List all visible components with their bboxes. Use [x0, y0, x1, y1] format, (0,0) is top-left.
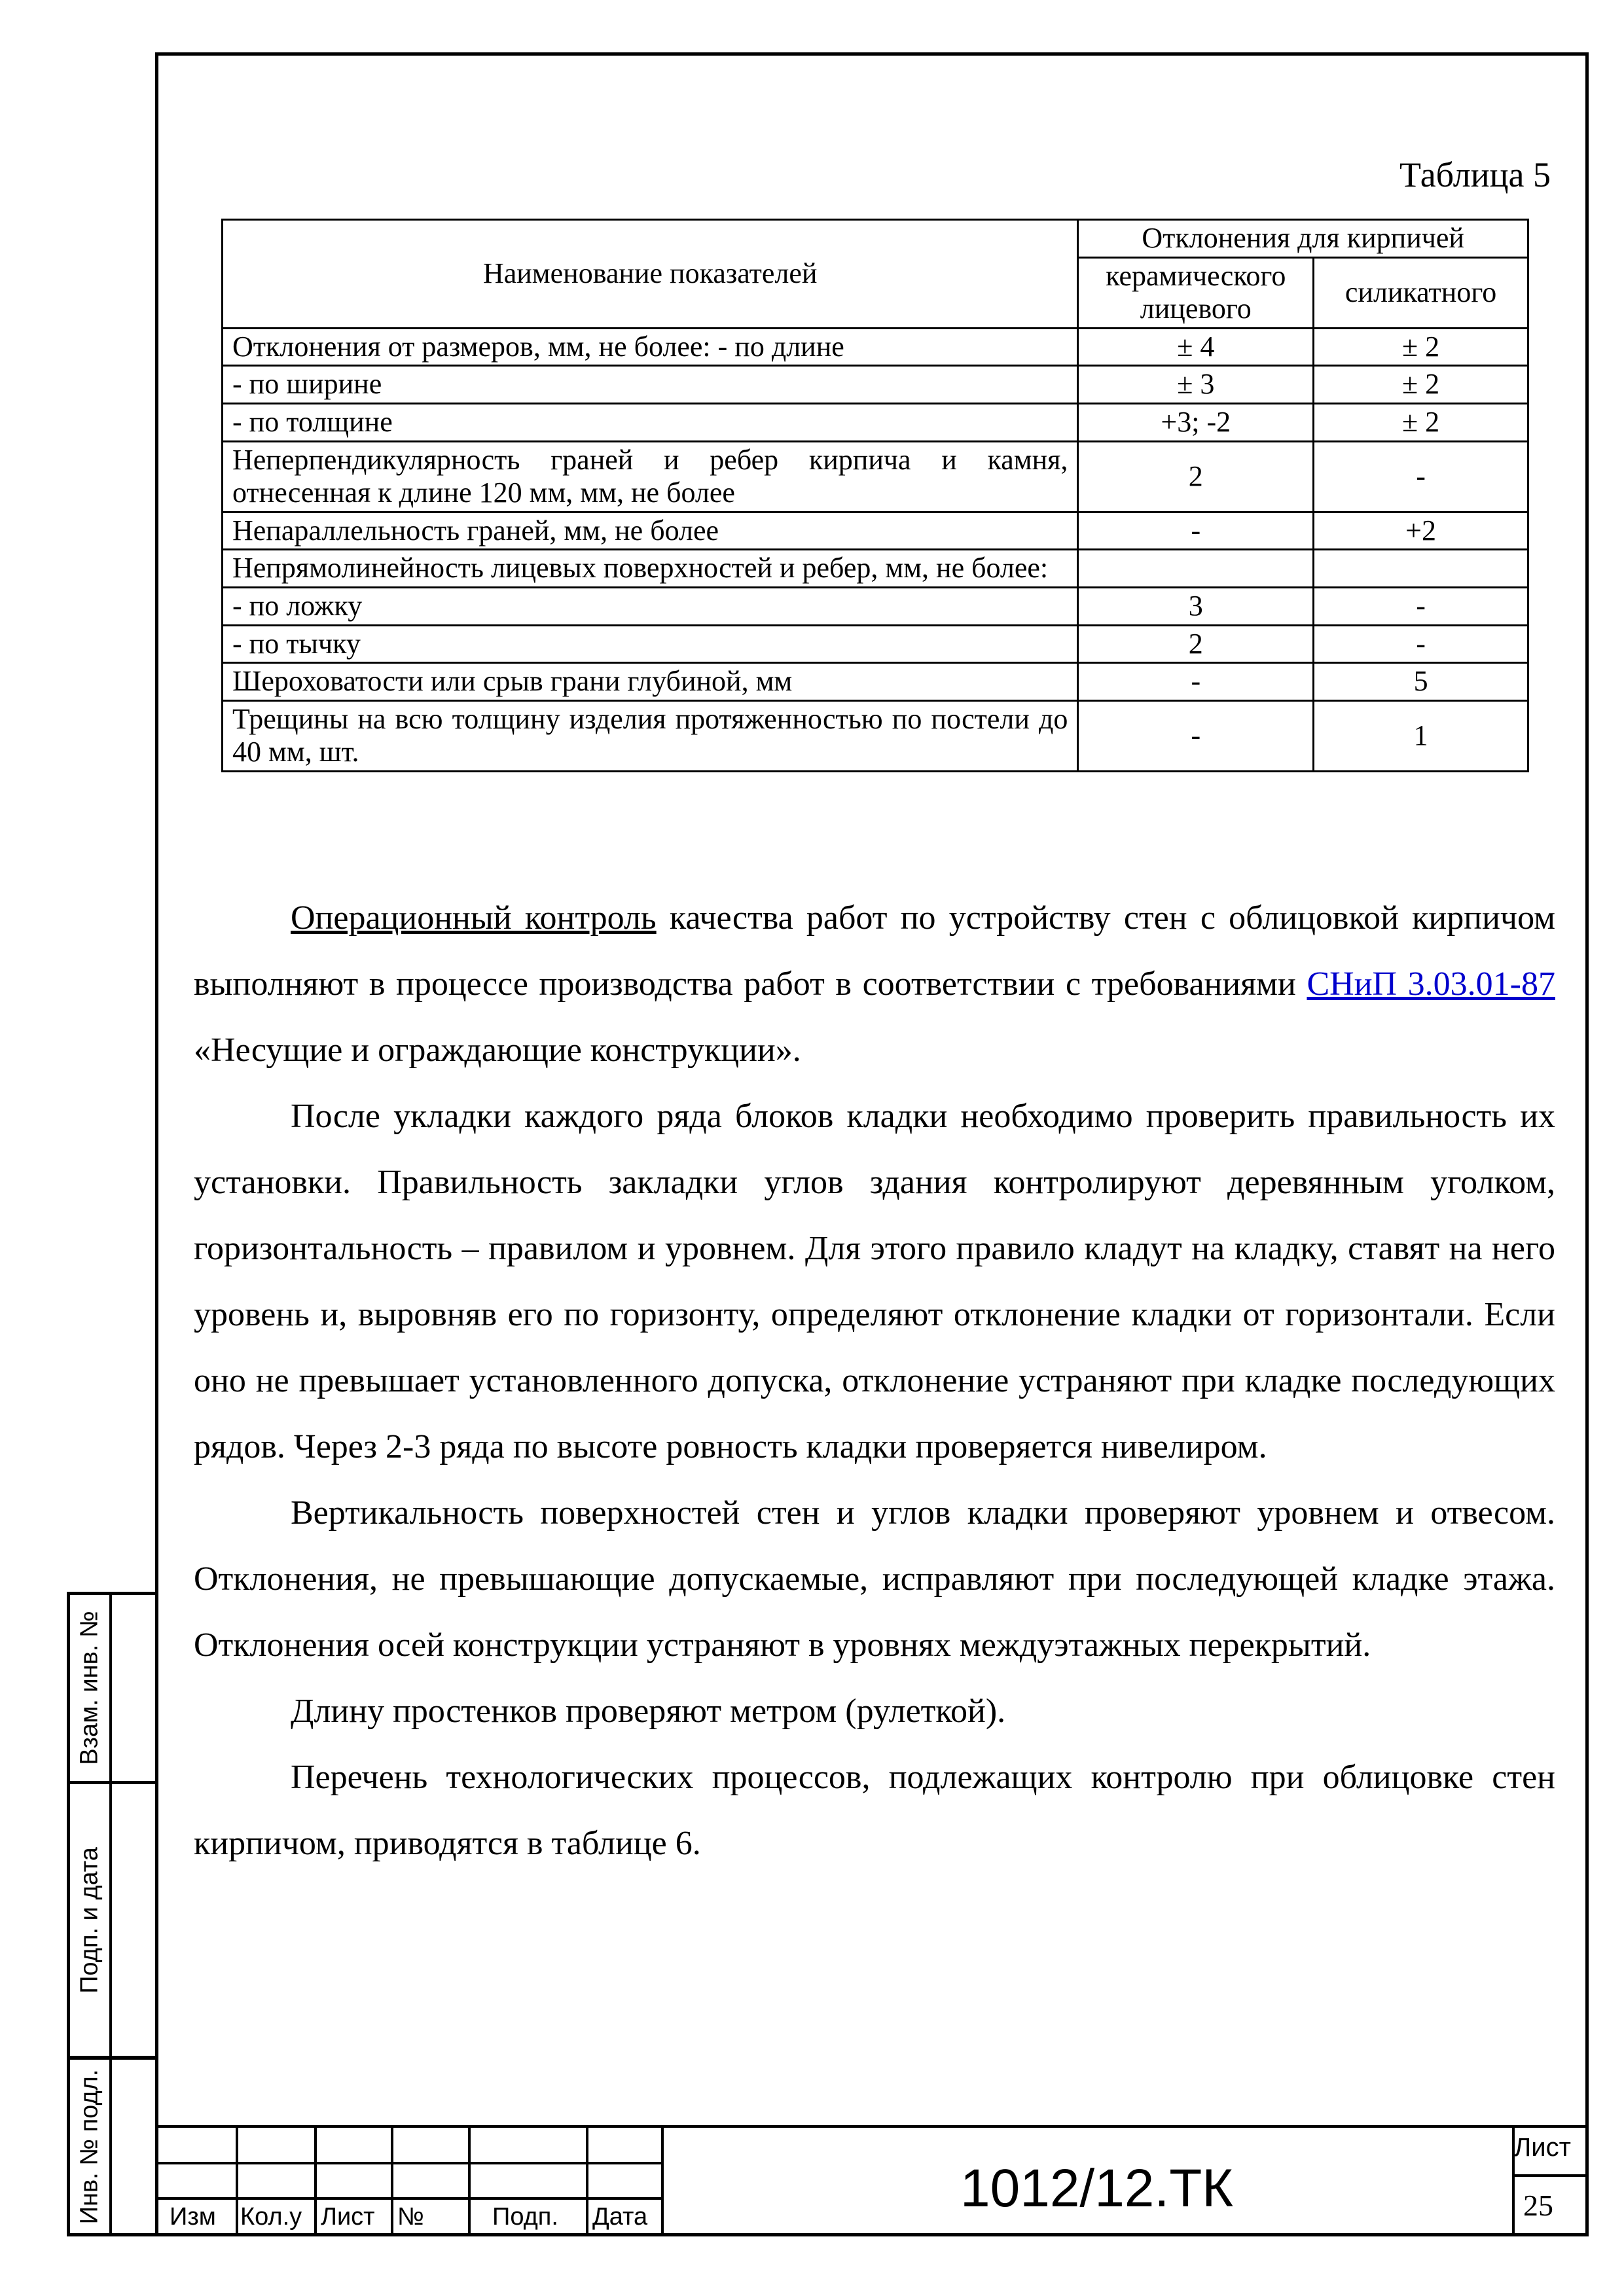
side-box-podp [67, 1784, 155, 2059]
table-row [223, 663, 1528, 701]
row-silicate: - [1314, 441, 1528, 512]
body-text [194, 885, 1555, 1876]
row-ceramic [1078, 550, 1314, 588]
row-name: Непараллельность граней, мм, не более [223, 512, 1078, 550]
stamp-col-list: Лист [321, 2203, 375, 2231]
paragraph: Длину простенков проверяют метром (рулеткой). [291, 1693, 1006, 1730]
row-silicate: 1 [1314, 700, 1528, 771]
side-label-inv: Инв. № подл. [75, 2069, 103, 2224]
table-row [223, 366, 1528, 404]
paragraph: После укладки каждого ряда блоков кладки необходимо проверить правильность их установки. Правильность закладки углов здания контролируют деревянным уголком, горизонтальность – правилом и уровнем. Для этого правило кладут на кладку, ставят на него уровень и, выровняв его по горизонту, определяют отклонение кладки от горизонтали. Если оно не превышает установленного допуска, отклонение устраняют при кладке последующих рядов. Через 2-3 ряда по высоте ровность кладки проверяется нивелиром. [194, 1098, 1555, 1465]
row-name: Неперпендикулярность граней и ребер кирпича и камня, отнесенная к длине 120 мм, мм, не более [223, 441, 1078, 512]
side-box-inv [67, 2056, 155, 2236]
row-silicate: - [1314, 625, 1528, 663]
title-block [155, 2125, 1589, 2236]
paragraph: Перечень технологических процессов, подлежащих контролю при облицовке стен кирпичом, приводятся в таблице 6. [194, 1759, 1555, 1862]
row-name: - по тычку [223, 625, 1078, 663]
side-label-podp: Подп. и дата [75, 1846, 103, 1994]
stamp-col-izm: Изм [170, 2203, 216, 2231]
row-silicate: ± 2 [1314, 366, 1528, 404]
row-ceramic: - [1078, 512, 1314, 550]
row-name: - по ширине [223, 366, 1078, 404]
row-ceramic: 2 [1078, 441, 1314, 512]
side-label-vzam: Взам. инв. № [75, 1611, 103, 1765]
row-ceramic: - [1078, 700, 1314, 771]
row-ceramic: 2 [1078, 625, 1314, 663]
stamp-col-kolu: Кол.у [240, 2203, 302, 2231]
header-name: Наименование показателей [223, 220, 1078, 329]
paragraph: Вертикальность поверхностей стен и углов кладки проверяют уровнем и отвесом. Отклонения, не превышающие допускаемые, исправляют при последующей кладке этажа. Отклонения осей конструкции устраняют в уровнях междуэтажных перекрытий. [194, 1494, 1555, 1664]
sheet-number: 25 [1523, 2189, 1553, 2222]
row-ceramic: - [1078, 663, 1314, 701]
row-name: Отклонения от размеров, мм, не более: - по длине [223, 328, 1078, 366]
row-name: Шероховатости или срыв грани глубиной, мм [223, 663, 1078, 701]
row-silicate: +2 [1314, 512, 1528, 550]
row-ceramic: ± 3 [1078, 366, 1314, 404]
table-row [223, 625, 1528, 663]
table-row [223, 700, 1528, 771]
sheet-label: Лист [1514, 2133, 1571, 2162]
snip-link[interactable]: СНиП 3.03.01-87 [1307, 965, 1555, 1003]
header-group: Отклонения для кирпичей [1078, 220, 1528, 258]
row-silicate: 5 [1314, 663, 1528, 701]
table-row [223, 587, 1528, 625]
row-name: - по толщине [223, 403, 1078, 441]
table-caption: Таблица 5 [1399, 155, 1551, 194]
side-box-vzam [67, 1592, 155, 1784]
row-silicate: ± 2 [1314, 403, 1528, 441]
header-silicate: силикатного [1314, 257, 1528, 328]
table-row [223, 512, 1528, 550]
row-silicate [1314, 550, 1528, 588]
row-ceramic: 3 [1078, 587, 1314, 625]
row-name: - по ложку [223, 587, 1078, 625]
stamp-col-date: Дата [592, 2203, 648, 2231]
stamp-col-podp: Подп. [492, 2203, 558, 2231]
underlined-term: Операционный контроль [291, 899, 657, 937]
table-row [223, 441, 1528, 512]
table-row [223, 328, 1528, 366]
row-silicate: - [1314, 587, 1528, 625]
deviation-table [221, 219, 1529, 772]
row-ceramic: +3; -2 [1078, 403, 1314, 441]
table-row [223, 403, 1528, 441]
header-ceramic: керамического лицевого [1078, 257, 1314, 328]
paragraph: Операционный контроль качества работ по устройству стен с облицовкой кирпичом выполняют в процессе производства работ в соответствии с требованиями СНиП 3.03.01-87 «Несущие и ограждающие конструкции». [194, 899, 1555, 1069]
document-code: 1012/12.ТК [960, 2159, 1234, 2218]
row-silicate: ± 2 [1314, 328, 1528, 366]
stamp-col-num: № [397, 2203, 424, 2231]
row-ceramic: ± 4 [1078, 328, 1314, 366]
row-name: Трещины на всю толщину изделия протяженностью по постели до 40 мм, шт. [223, 700, 1078, 771]
row-name: Непрямолинейность лицевых поверхностей и ребер, мм, не более: [223, 550, 1078, 588]
table-row [223, 550, 1528, 588]
